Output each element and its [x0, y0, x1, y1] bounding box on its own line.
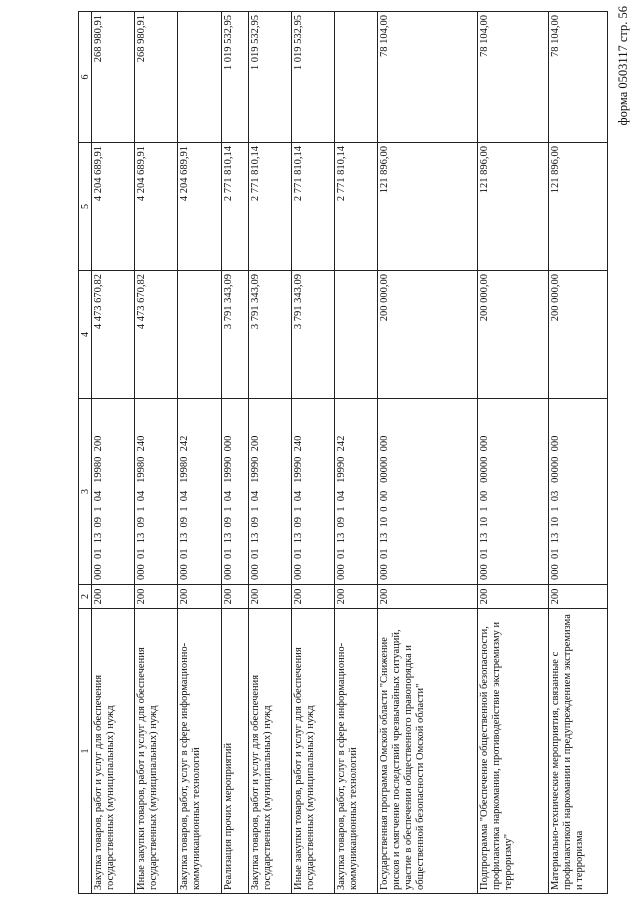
- row-unexecuted: 268 980,91: [135, 12, 178, 143]
- row-budget-code: 000 01 13 09 1 04 19990 000: [221, 399, 248, 585]
- row-approved: 3 791 343,09: [248, 271, 291, 399]
- row-line-code: 200: [248, 585, 291, 609]
- row-approved: 3 791 343,09: [221, 271, 248, 399]
- row-unexecuted: 78 104,00: [378, 12, 478, 143]
- row-name: Закупка товаров, работ и услуг для обеспечения государственных (муниципальных) нужд: [248, 609, 291, 894]
- header-cell-3: 3: [79, 399, 92, 585]
- row-approved: 200 000,00: [478, 271, 548, 399]
- header-cell-1: 1: [79, 609, 92, 894]
- row-approved: 200 000,00: [378, 271, 478, 399]
- table-row: [178, 12, 221, 894]
- row-unexecuted: 78 104,00: [548, 12, 607, 143]
- form-label-text: форма 0503117 стр. 56: [616, 6, 630, 126]
- row-unexecuted: 268 980,91: [92, 12, 135, 143]
- row-unexecuted: 1 019 532,95: [292, 12, 335, 143]
- header-cell-2: 2: [79, 585, 92, 609]
- row-executed: 121 896,00: [478, 143, 548, 271]
- row-name: Закупка товаров, работ, услуг в сфере информационно-коммуникационных технологий: [335, 609, 378, 894]
- row-name: Закупка товаров, работ, услуг в сфере информационно-коммуникационных технологий: [178, 609, 221, 894]
- row-name: Государственная программа Омской области "Снижение рисков и смягчение последствий чрезвычайных ситуаций, участие в обеспечении общественного правопорядка и общественной безопасности Омской области": [378, 609, 478, 894]
- row-approved: 4 473 670,82: [135, 271, 178, 399]
- row-unexecuted: 1 019 532,95: [248, 12, 291, 143]
- report-table-frame: [78, 12, 608, 894]
- row-unexecuted: 1 019 532,95: [221, 12, 248, 143]
- report-table: [78, 11, 608, 894]
- row-line-code: 200: [221, 585, 248, 609]
- row-executed: 2 771 810,14: [335, 143, 378, 271]
- table-row: [248, 12, 291, 894]
- row-line-code: 200: [478, 585, 548, 609]
- form-label: [612, 6, 634, 216]
- table-row: [135, 12, 178, 894]
- row-line-code: 200: [292, 585, 335, 609]
- row-line-code: 200: [92, 585, 135, 609]
- row-approved: [335, 271, 378, 399]
- header-cell-4: 4: [79, 271, 92, 399]
- row-name: Иные закупки товаров, работ и услуг для обеспечения государственных (муниципальных) нужд: [292, 609, 335, 894]
- row-budget-code: 000 01 13 09 1 04 19990 240: [292, 399, 335, 585]
- row-name: Материально-технические мероприятия, связанные с профилактикой наркомании и предупреждением экстремизма и терроризма: [548, 609, 607, 894]
- row-executed: 2 771 810,14: [221, 143, 248, 271]
- row-approved: 200 000,00: [548, 271, 607, 399]
- table-row: [548, 12, 607, 894]
- table-row: [221, 12, 248, 894]
- row-approved: [178, 271, 221, 399]
- table-row: [335, 12, 378, 894]
- row-executed: 2 771 810,14: [248, 143, 291, 271]
- row-budget-code: 000 01 13 10 1 03 00000 000: [548, 399, 607, 585]
- row-budget-code: 000 01 13 10 0 00 00000 000: [378, 399, 478, 585]
- report-table-rotated: [78, 12, 608, 894]
- header-cell-5: 5: [79, 143, 92, 271]
- row-name: Реализация прочих мероприятий: [221, 609, 248, 894]
- table-row: [478, 12, 548, 894]
- row-line-code: 200: [335, 585, 378, 609]
- row-approved: 3 791 343,09: [292, 271, 335, 399]
- row-budget-code: 000 01 13 09 1 04 19980 200: [92, 399, 135, 585]
- row-budget-code: 000 01 13 09 1 04 19980 240: [135, 399, 178, 585]
- row-executed: 2 771 810,14: [292, 143, 335, 271]
- header-row: [79, 12, 92, 894]
- row-executed: 4 204 689,91: [178, 143, 221, 271]
- row-executed: 121 896,00: [548, 143, 607, 271]
- row-line-code: 200: [178, 585, 221, 609]
- row-name: Подпрограмма "Обеспечение общественной безопасности, профилактика наркомании, противодействие экстремизму и терроризму": [478, 609, 548, 894]
- row-line-code: 200: [135, 585, 178, 609]
- row-budget-code: 000 01 13 09 1 04 19980 242: [178, 399, 221, 585]
- row-approved: 4 473 670,82: [92, 271, 135, 399]
- row-unexecuted: 78 104,00: [478, 12, 548, 143]
- row-unexecuted: [178, 12, 221, 143]
- row-budget-code: 000 01 13 10 1 00 00000 000: [478, 399, 548, 585]
- row-executed: 121 896,00: [378, 143, 478, 271]
- row-budget-code: 000 01 13 09 1 04 19990 242: [335, 399, 378, 585]
- row-budget-code: 000 01 13 09 1 04 19990 200: [248, 399, 291, 585]
- table-row: [92, 12, 135, 894]
- row-name: Иные закупки товаров, работ и услуг для обеспечения государственных (муниципальных) нужд: [135, 609, 178, 894]
- table-row: [292, 12, 335, 894]
- row-line-code: 200: [548, 585, 607, 609]
- table-row: [378, 12, 478, 894]
- row-unexecuted: [335, 12, 378, 143]
- row-executed: 4 204 689,91: [92, 143, 135, 271]
- row-executed: 4 204 689,91: [135, 143, 178, 271]
- header-cell-6: 6: [79, 12, 92, 143]
- row-name: Закупка товаров, работ и услуг для обеспечения государственных (муниципальных) нужд: [92, 609, 135, 894]
- row-line-code: 200: [378, 585, 478, 609]
